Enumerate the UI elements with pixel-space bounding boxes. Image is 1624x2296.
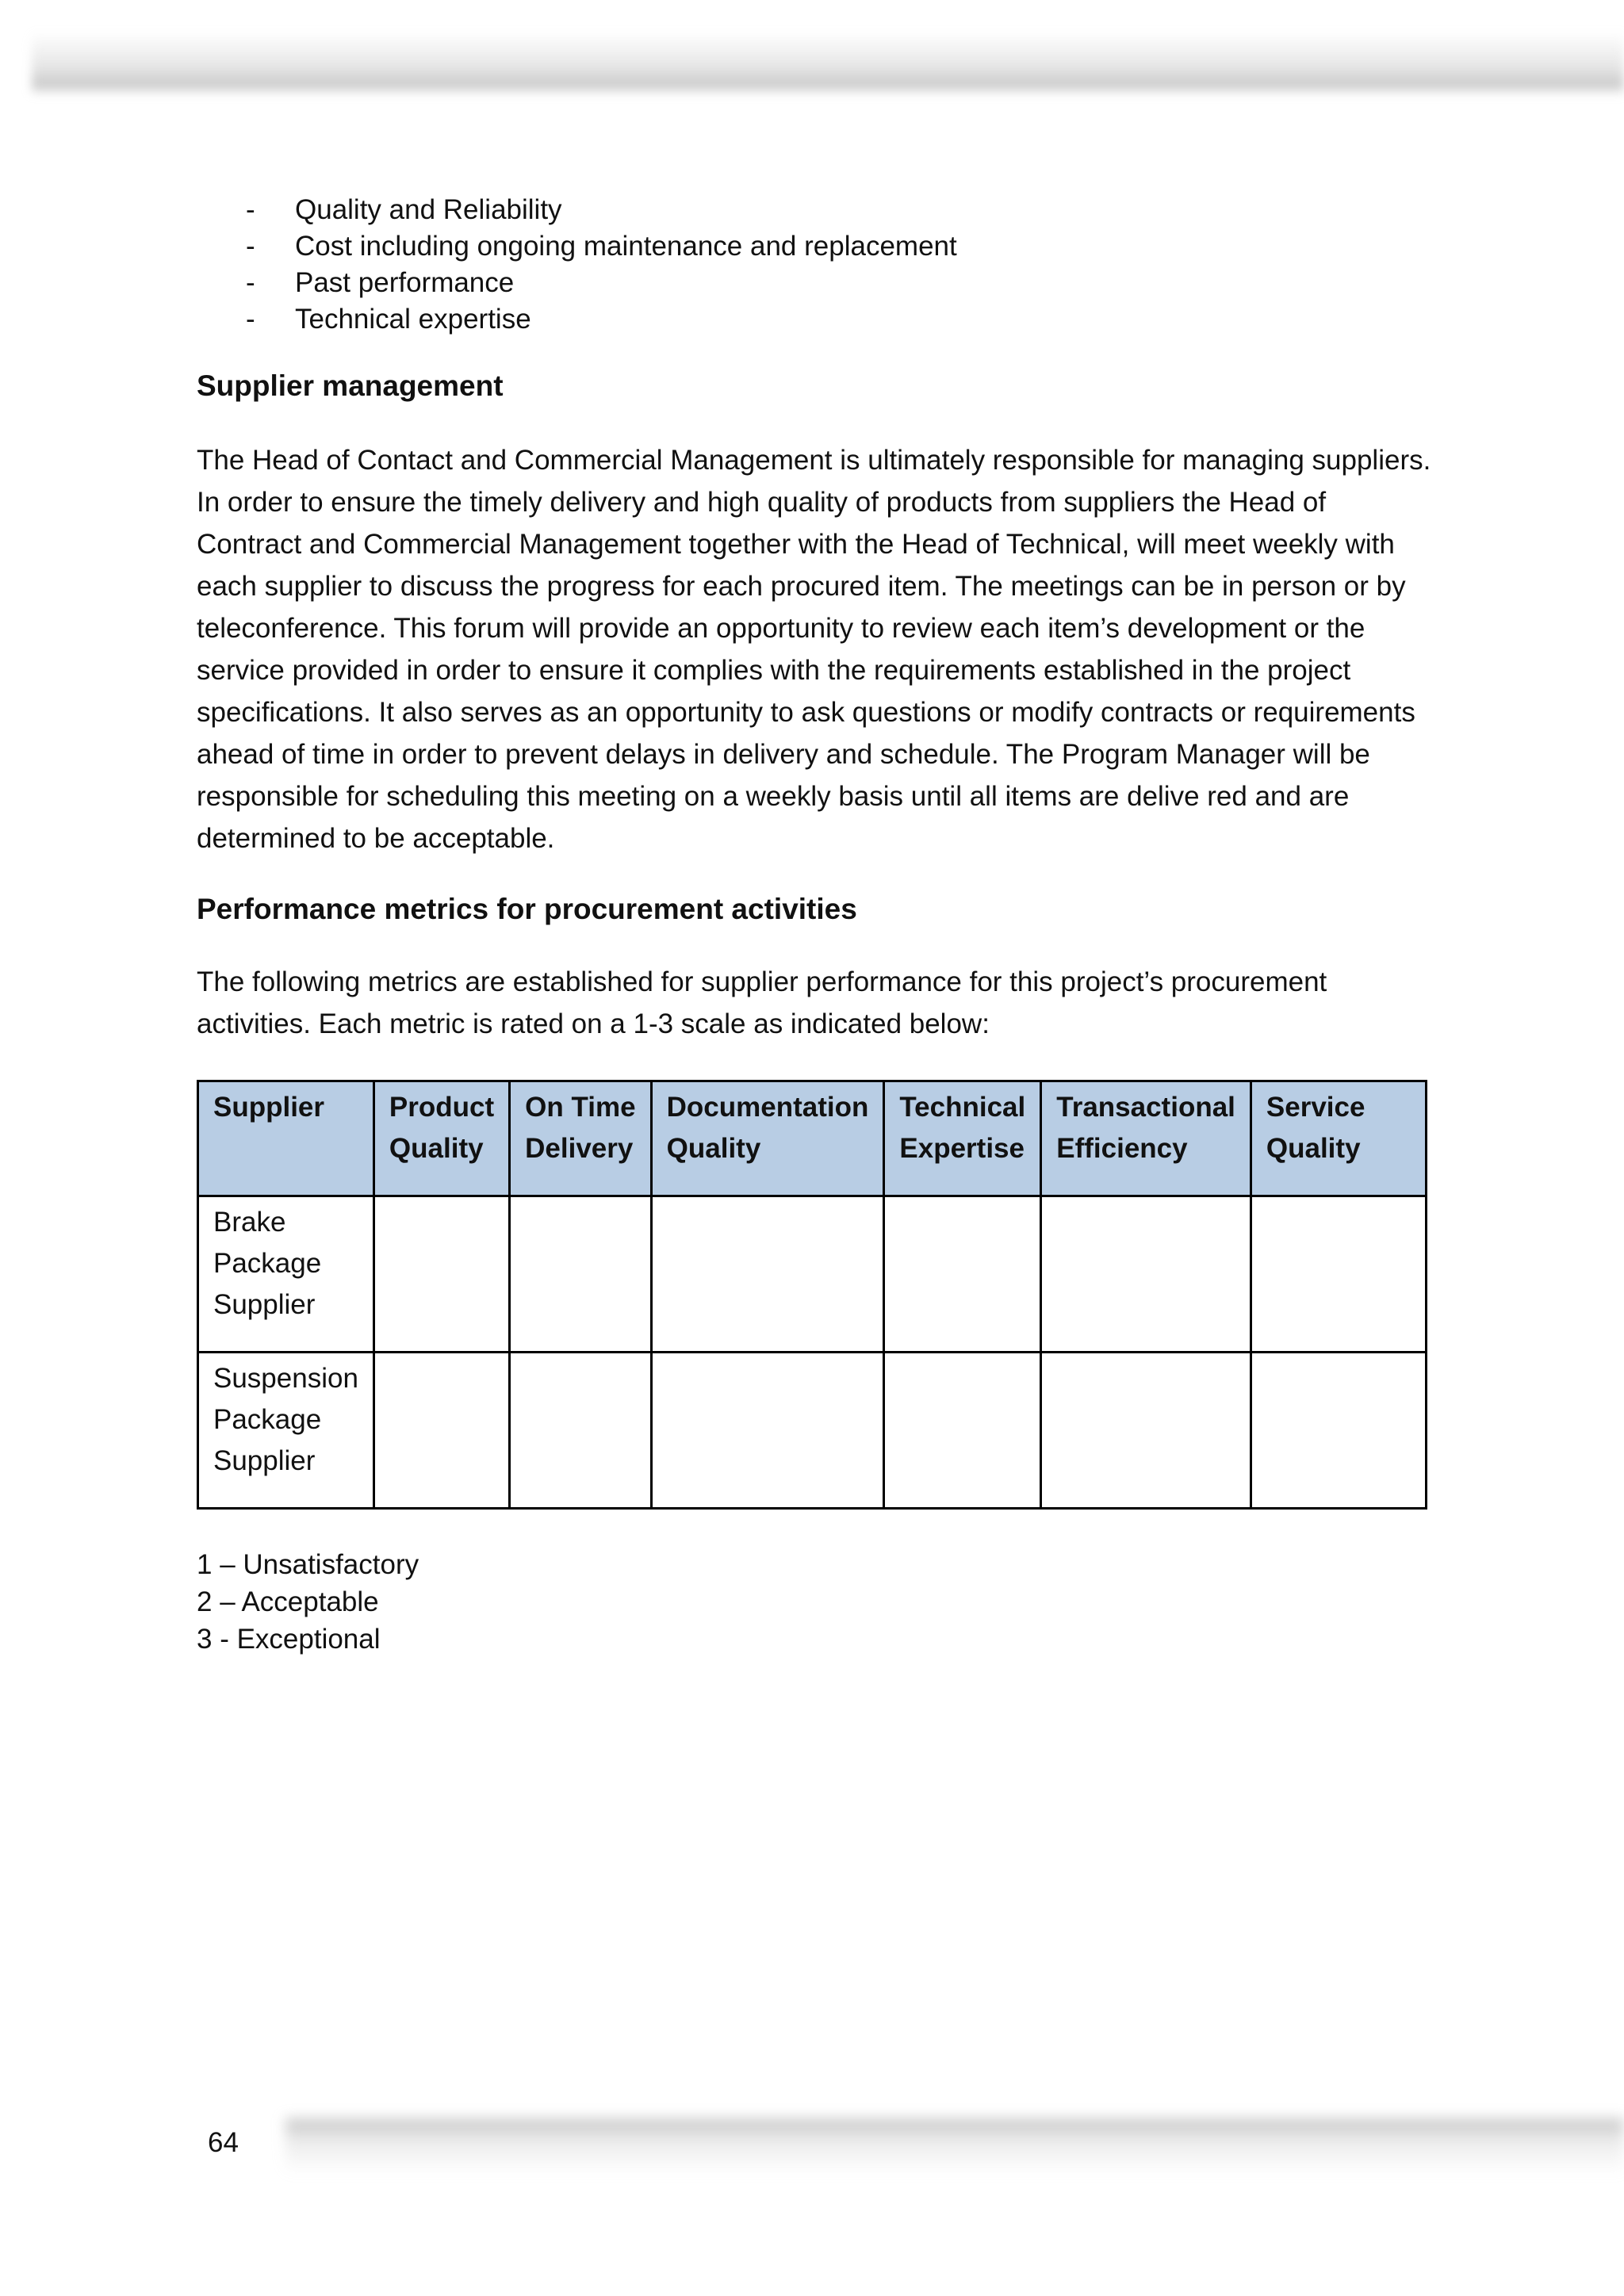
list-item-text: Past performance — [295, 267, 515, 298]
performance-metrics-intro: The following metrics are established for supplier performance for this project’s procurement activities. Each metric is rated on a 1-3 scale as indicated below: — [197, 966, 1327, 1039]
supplier-management-paragraph: The Head of Contact and Commercial Management is ultimately responsible for managing suppliers. In order to ensure the timely delivery and high quality of products from suppliers the Head of Contract and Commercial Management together with the Head of Technical, will meet weekly with each supplier to discuss the progress for each procured item. The meetings can be in person or by teleconference. This forum will provide an opportunity to review each item’s development or the service provided in order to ensure it complies with the requirements established in the project specifications. It also serves as an opportunity to ask questions or modify contracts or requirements ahead of time in order to prevent delays in delivery and schedule. The Program Manager will be responsible for scheduling this meeting on a weekly basis until all items are delive red and are determined to be acceptable. — [197, 445, 1431, 854]
performance-metrics-heading: Performance metrics for procurement activities — [197, 893, 857, 925]
rating-cell — [651, 1353, 884, 1509]
list-item — [246, 301, 1434, 338]
rating-cell — [373, 1196, 509, 1353]
rating-cell — [1251, 1196, 1426, 1353]
rating-cell — [651, 1196, 884, 1353]
header-product-quality: Product Quality — [373, 1081, 509, 1196]
header-transactional-efficiency: Transactional Efficiency — [1041, 1081, 1251, 1196]
list-item — [246, 192, 1434, 228]
supplier-name-cell: Suspension Package Supplier — [198, 1353, 374, 1509]
rating-cell — [884, 1196, 1041, 1353]
rating-cell — [1251, 1353, 1426, 1509]
scale-item: 1 – Unsatisfactory — [197, 1549, 419, 1580]
table-header-row — [198, 1081, 1427, 1196]
rating-scale-legend — [197, 1546, 1434, 1658]
scale-item: 3 - Exceptional — [197, 1624, 381, 1655]
list-item-text: Technical expertise — [295, 304, 531, 335]
dash-bullet: - — [246, 267, 255, 298]
rating-cell — [884, 1353, 1041, 1509]
rating-cell — [1041, 1196, 1251, 1353]
criteria-list — [197, 192, 1434, 338]
rating-cell — [1041, 1353, 1251, 1509]
list-item — [246, 265, 1434, 301]
table-row — [198, 1353, 1427, 1509]
list-item — [246, 228, 1434, 265]
page-top-shadow — [32, 32, 1624, 95]
page-number: 64 — [208, 2127, 239, 2158]
list-item-text: Quality and Reliability — [295, 194, 562, 225]
dash-bullet: - — [246, 304, 255, 335]
header-documentation-quality: Documentation Quality — [651, 1081, 884, 1196]
rating-cell — [510, 1196, 652, 1353]
supplier-management-heading: Supplier management — [197, 369, 504, 402]
table-row — [198, 1196, 1427, 1353]
supplier-metrics-table — [197, 1080, 1427, 1510]
page-bottom-shadow — [285, 2118, 1624, 2174]
dash-bullet: - — [246, 194, 255, 225]
dash-bullet: - — [246, 231, 255, 262]
rating-cell — [373, 1353, 509, 1509]
header-on-time-delivery: On Time Delivery — [510, 1081, 652, 1196]
list-item-text: Cost including ongoing maintenance and replacement — [295, 231, 957, 262]
page-content — [197, 192, 1434, 1658]
header-technical-expertise: Technical Expertise — [884, 1081, 1041, 1196]
header-supplier: Supplier — [198, 1081, 374, 1196]
header-service-quality: Service Quality — [1251, 1081, 1426, 1196]
scale-item: 2 – Acceptable — [197, 1586, 379, 1617]
rating-cell — [510, 1353, 652, 1509]
supplier-name-cell: Brake Package Supplier — [198, 1196, 374, 1353]
